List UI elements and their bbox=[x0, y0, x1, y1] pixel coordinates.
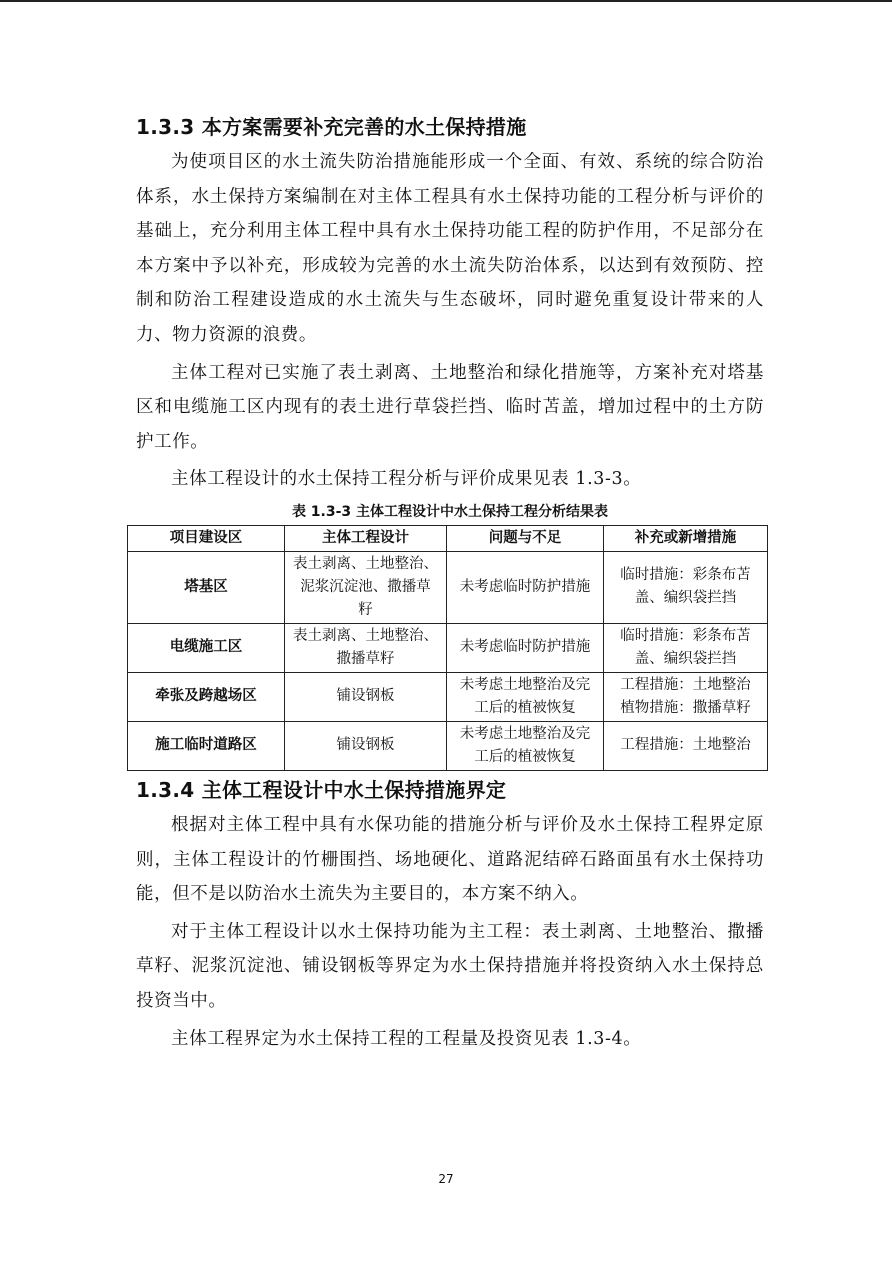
table-row bbox=[128, 623, 768, 672]
table-row bbox=[128, 551, 768, 623]
cell-issue bbox=[447, 672, 604, 721]
page-content bbox=[136, 112, 764, 1056]
section-heading-1-3-4: 1.3.4 主体工程设计中水土保持措施界定 bbox=[136, 777, 507, 802]
cell-zone: 塔基区 bbox=[128, 551, 285, 623]
cell-design bbox=[285, 623, 447, 672]
cell-measure bbox=[604, 721, 768, 770]
paragraph-5: 对于主体工程设计以水土保持功能为主工程：表土剥离、土地整治、撒播草籽、泥浆沉淀池、铺设钢板等界定为水土保持措施并将投资纳入水土保持总投资当中。 bbox=[136, 921, 764, 1011]
cell-line: 工程措施：土地整治 bbox=[620, 676, 751, 693]
cell-line: 泥浆沉淀池、撒播草 bbox=[300, 578, 431, 595]
section-heading-1-3-3: 1.3.3 本方案需要补充完善的水土保持措施 bbox=[136, 115, 527, 139]
header-design: 主体工程设计 bbox=[285, 525, 447, 551]
cell-issue bbox=[447, 551, 604, 623]
cell-line: 表土剥离、土地整治、 bbox=[293, 627, 438, 644]
cell-line: 铺设钢板 bbox=[336, 688, 395, 705]
cell-design bbox=[285, 672, 447, 721]
cell-line: 撒播草籽 bbox=[336, 650, 395, 667]
cell-measure bbox=[604, 551, 768, 623]
header-issue: 问题与不足 bbox=[447, 525, 604, 551]
cell-line: 未考虑土地整治及完 bbox=[459, 725, 591, 742]
paragraph-1: 为使项目区的水土流失防治措施能形成一个全面、有效、系统的综合防治体系，水土保持方案编制在对主体工程具有水土保持功能的工程分析与评价的基础上，充分利用主体工程中具有水土保持功能工程的防护作用，不足部分在本方案中予以补充，形成较为完善的水土流失防治体系，以达到有效预防、控制和防治工程建设造成的水土流失与生态破坏，同时避免重复设计带来的人力、物力资源的浪费。 bbox=[136, 152, 764, 345]
cell-design bbox=[285, 551, 447, 623]
cell-line: 盖、编织袋拦挡 bbox=[634, 590, 737, 607]
cell-design bbox=[285, 721, 447, 770]
cell-zone: 施工临时道路区 bbox=[128, 721, 285, 770]
paragraph-2: 主体工程对已实施了表土剥离、土地整治和绿化措施等，方案补充对塔基区和电缆施工区内现有的表土进行草袋拦挡、临时苫盖，增加过程中的土方防护工作。 bbox=[136, 362, 764, 452]
cell-zone: 电缆施工区 bbox=[128, 623, 285, 672]
header-measure: 补充或新增措施 bbox=[604, 525, 768, 551]
cell-zone: 牵张及跨越场区 bbox=[128, 672, 285, 721]
paragraph-4: 根据对主体工程中具有水保功能的措施分析与评价及水土保持工程界定原则，主体工程设计的竹栅围挡、场地硬化、道路泥结碎石路面虽有水土保持功能，但不是以防治水土流失为主要目的，本方案不纳入。 bbox=[136, 814, 764, 905]
cell-line: 未考虑土地整治及完 bbox=[459, 676, 591, 693]
cell-line: 临时措施：彩条布苫 bbox=[620, 627, 751, 644]
cell-line: 未考虑临时防护措施 bbox=[459, 639, 591, 656]
cell-measure bbox=[604, 623, 768, 672]
header-zone: 项目建设区 bbox=[128, 525, 285, 551]
table-row bbox=[128, 721, 768, 770]
cell-line: 临时措施：彩条布苫 bbox=[620, 567, 751, 584]
cell-line: 工程措施：土地整治 bbox=[620, 737, 751, 754]
cell-line: 植物措施：撒播草籽 bbox=[620, 699, 751, 716]
cell-issue bbox=[447, 623, 604, 672]
cell-line: 籽 bbox=[358, 601, 373, 618]
cell-issue bbox=[447, 721, 604, 770]
analysis-table bbox=[127, 525, 768, 771]
cell-measure bbox=[604, 672, 768, 721]
cell-line: 工后的植被恢复 bbox=[474, 748, 576, 765]
table-row bbox=[128, 672, 768, 721]
table-caption: 表 1.3-3 主体工程设计中水土保持工程分析结果表 bbox=[291, 503, 609, 520]
cell-line: 盖、编织袋拦挡 bbox=[634, 650, 737, 667]
paragraph-3: 主体工程设计的水土保持工程分析与评价成果见表 1.3-3。 bbox=[171, 469, 642, 490]
cell-line: 铺设钢板 bbox=[336, 737, 395, 754]
cell-line: 表土剥离、土地整治、 bbox=[293, 555, 438, 572]
cell-line: 未考虑临时防护措施 bbox=[459, 578, 591, 595]
top-border-rule bbox=[0, 0, 892, 2]
paragraph-6: 主体工程界定为水土保持工程的工程量及投资见表 1.3-4。 bbox=[171, 1028, 642, 1049]
page-number: 27 bbox=[438, 1172, 454, 1186]
cell-line: 工后的植被恢复 bbox=[474, 699, 576, 716]
table-header-row bbox=[128, 525, 768, 551]
